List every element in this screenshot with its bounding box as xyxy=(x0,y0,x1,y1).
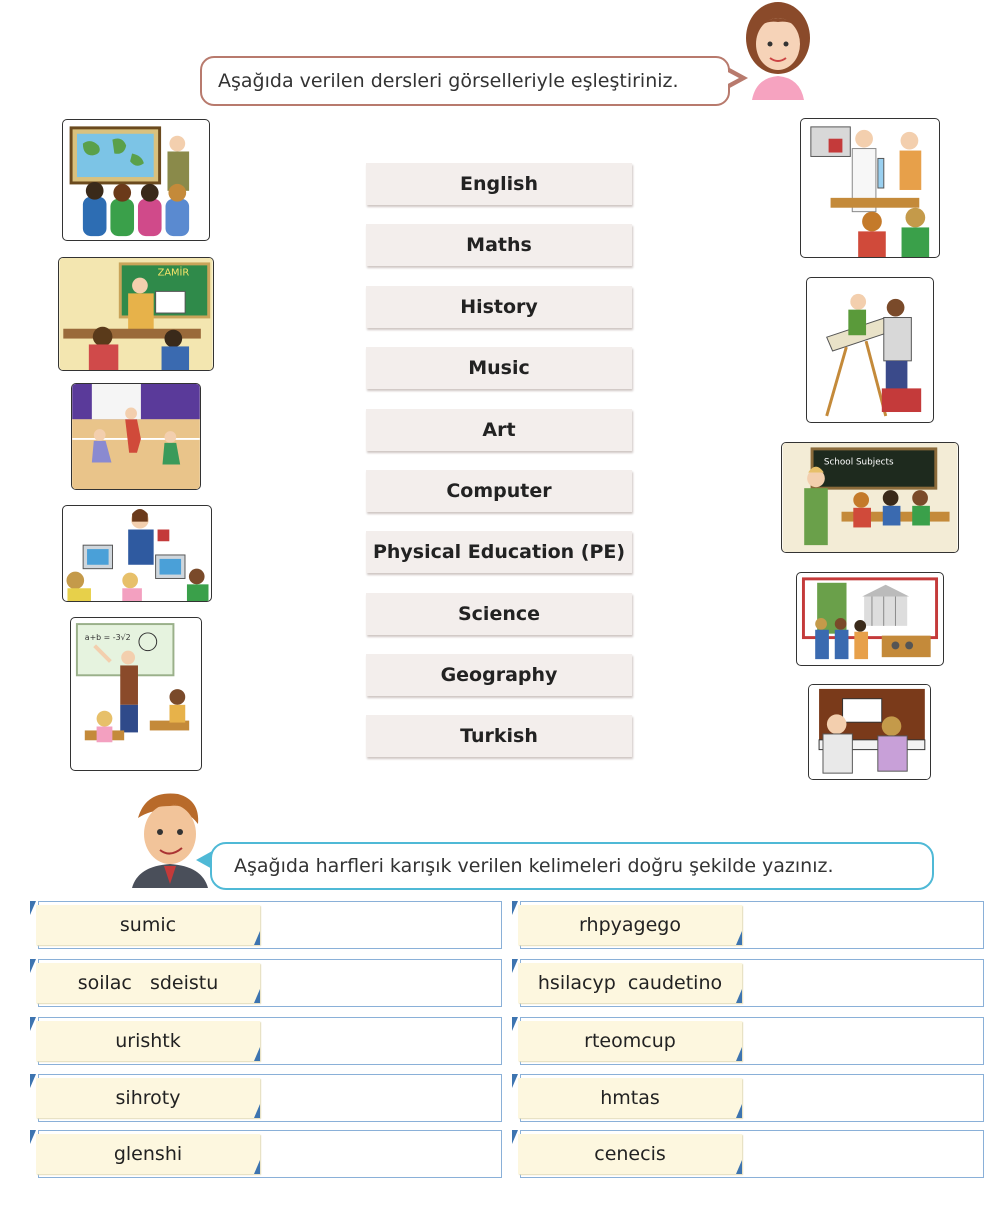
subject-card[interactable]: Science xyxy=(366,593,632,635)
scrambled-word: rhpyagego xyxy=(518,905,742,945)
school-subjects-board-text: School Subjects xyxy=(823,457,894,468)
subject-card[interactable]: Music xyxy=(366,347,632,389)
turkish-class-image[interactable] xyxy=(58,257,214,371)
bubble-tail-inner xyxy=(724,70,739,86)
science-class-image[interactable] xyxy=(800,118,940,258)
subject-card[interactable]: Physical Education (PE) xyxy=(366,531,632,573)
scramble-row xyxy=(512,900,986,950)
geography-class-image[interactable] xyxy=(62,119,210,241)
scrambled-word: cenecis xyxy=(518,1134,742,1174)
scramble-row xyxy=(512,1016,986,1066)
scrambled-word: soilac sdeistu xyxy=(36,963,260,1003)
pe-class-image[interactable] xyxy=(71,383,201,490)
scrambled-word: rteomcup xyxy=(518,1021,742,1061)
subject-card[interactable]: Turkish xyxy=(366,715,632,757)
row-corner xyxy=(736,989,742,1003)
bottom-instruction-text: Aşağıda harfleri karışık verilen kelimeleri doğru şekilde yazınız. xyxy=(234,855,834,877)
scrambled-word: hmtas xyxy=(518,1078,742,1118)
scrambled-word: glenshi xyxy=(36,1134,260,1174)
scramble-row xyxy=(30,900,504,950)
subject-card[interactable]: English xyxy=(366,163,632,205)
row-corner xyxy=(736,1047,742,1061)
scramble-row xyxy=(30,958,504,1008)
subject-card[interactable]: History xyxy=(366,286,632,328)
music-class-image[interactable] xyxy=(808,684,931,780)
scramble-row xyxy=(30,1129,504,1179)
svg-text:a+b = -3√2: a+b = -3√2 xyxy=(84,632,131,642)
teacher-girl-avatar xyxy=(742,0,814,100)
scrambled-word: sumic xyxy=(36,905,260,945)
row-corner xyxy=(254,989,260,1003)
subject-card[interactable]: Art xyxy=(366,409,632,451)
row-corner xyxy=(736,1104,742,1118)
scramble-row xyxy=(30,1016,504,1066)
scrambled-word: sihroty xyxy=(36,1078,260,1118)
scramble-row xyxy=(512,1129,986,1179)
art-class-image[interactable] xyxy=(806,277,934,423)
maths-class-image[interactable] xyxy=(70,617,202,771)
zamir-board-text: ZAMİR xyxy=(157,267,190,279)
row-corner xyxy=(254,1047,260,1061)
subject-card[interactable]: Geography xyxy=(366,654,632,696)
row-corner xyxy=(254,1160,260,1174)
history-class-image[interactable] xyxy=(796,572,944,666)
row-corner xyxy=(736,931,742,945)
scramble-row xyxy=(30,1073,504,1123)
row-corner xyxy=(254,1104,260,1118)
bottom-instruction-bubble xyxy=(210,842,934,890)
student-boy-avatar xyxy=(126,788,212,888)
row-corner xyxy=(254,931,260,945)
top-instruction-bubble xyxy=(200,56,730,106)
top-instruction-text: Aşağıda verilen dersleri görselleriyle eşleştiriniz. xyxy=(218,70,679,92)
scrambled-word: hsilacyp caudetino xyxy=(518,963,742,1003)
scramble-row xyxy=(512,1073,986,1123)
computer-class-image[interactable] xyxy=(62,505,212,602)
subject-card[interactable]: Maths xyxy=(366,224,632,266)
english-class-image[interactable] xyxy=(781,442,959,553)
scrambled-word: urishtk xyxy=(36,1021,260,1061)
row-corner xyxy=(736,1160,742,1174)
scramble-row xyxy=(512,958,986,1008)
subject-card[interactable]: Computer xyxy=(366,470,632,512)
